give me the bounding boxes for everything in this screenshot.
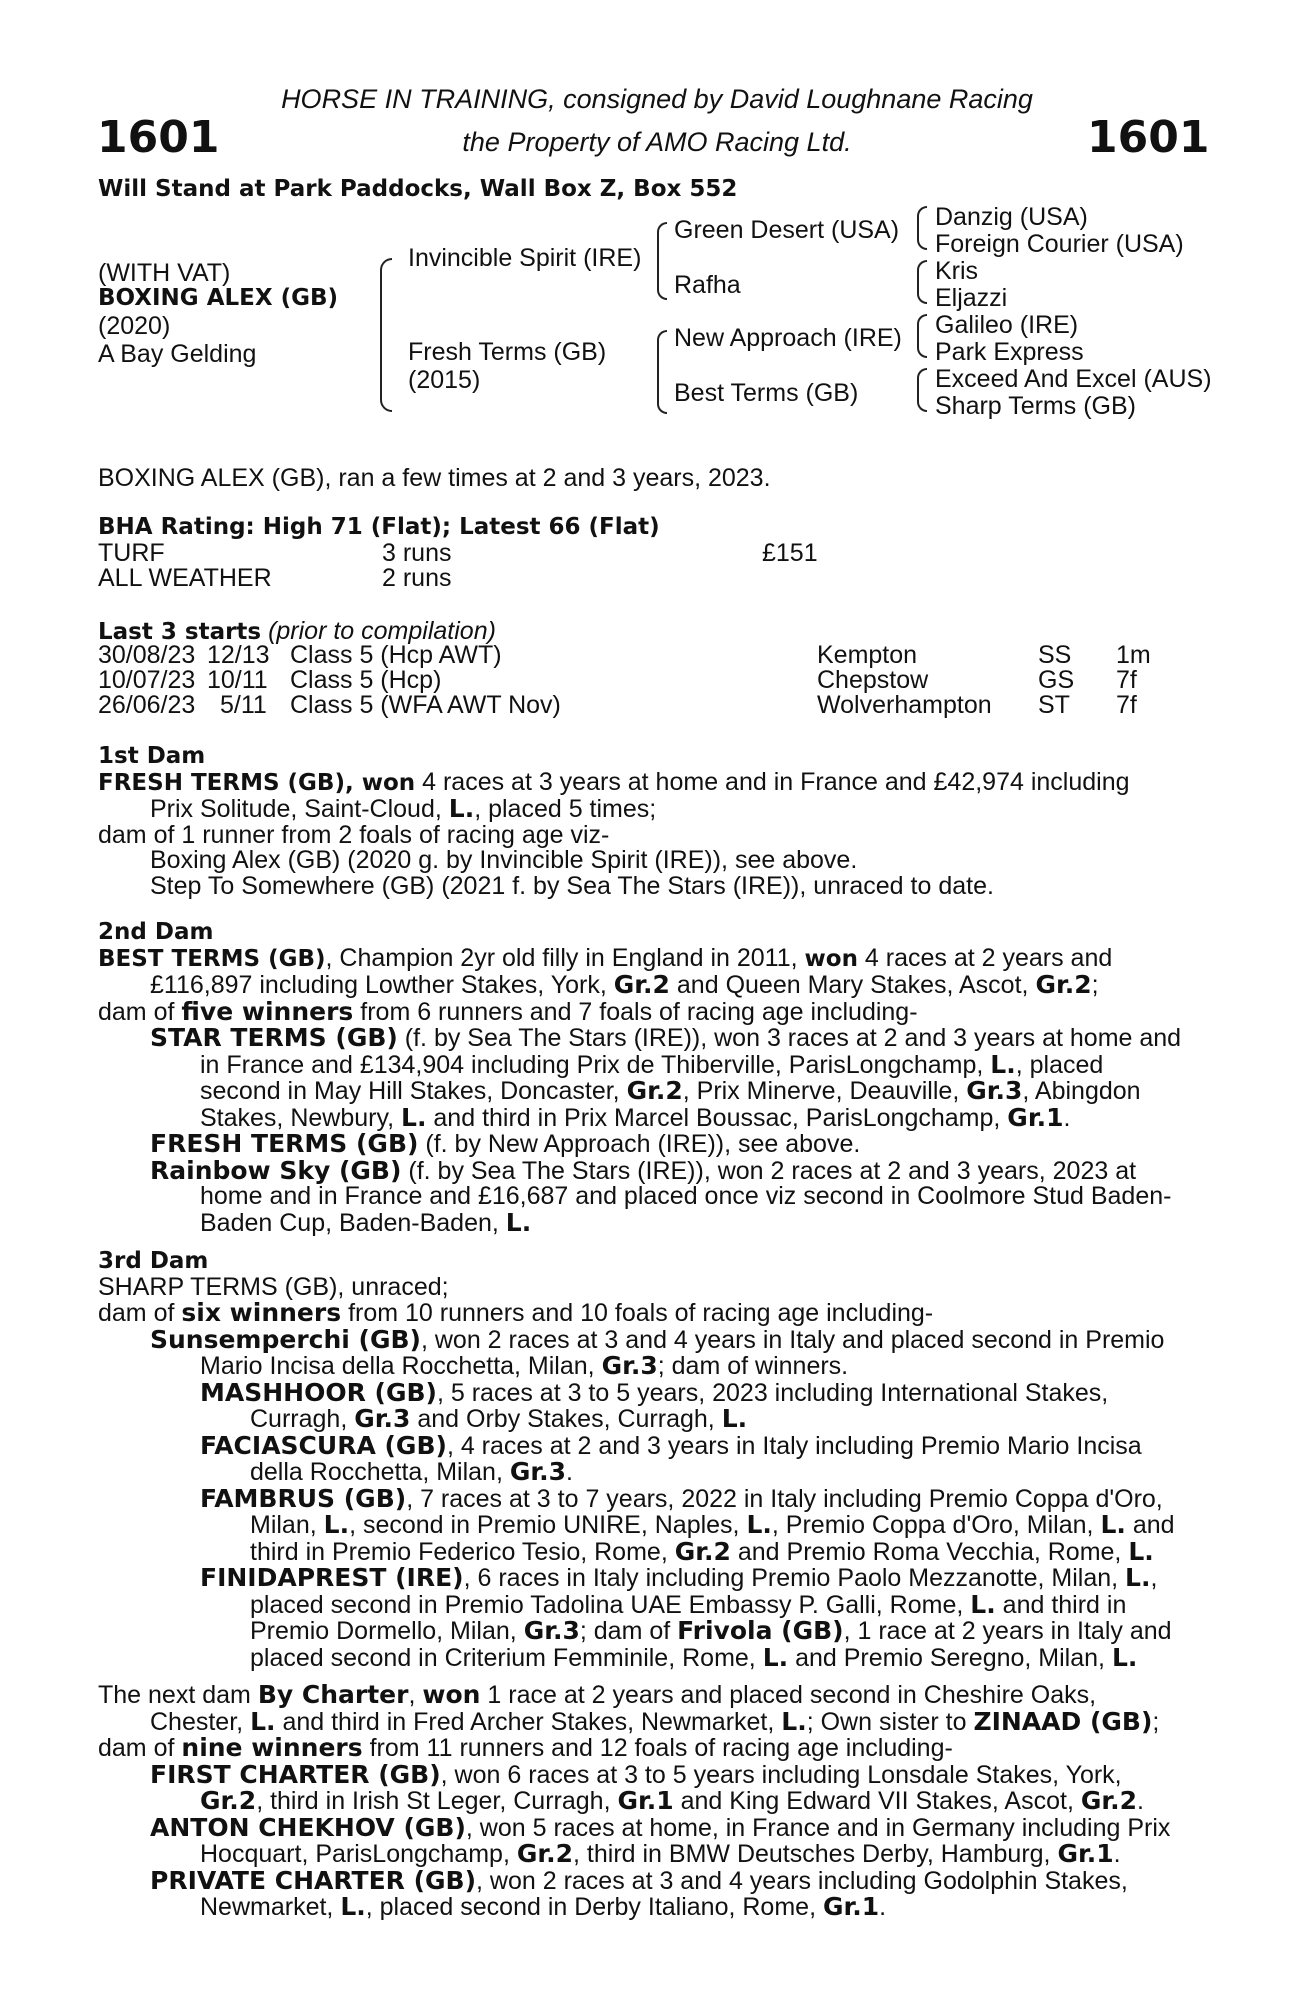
fresh-terms-line: FRESH TERMS (GB) (f. by New Approach (IRE)), see above. <box>150 1129 861 1158</box>
sunsemperchi-line-1: Sunsemperchi (GB), won 2 races at 3 and 4 years in Italy and placed second in Premio <box>150 1324 1165 1354</box>
first-dam-line-1: FRESH TERMS (GB), won 4 races at 3 years at home and in France and £42,974 including <box>98 767 1130 796</box>
start-race-3: Class 5 (WFA AWT Nov) <box>290 691 561 719</box>
finidaprest-line-1: FINIDAPREST (IRE), 6 races in Italy including Premio Paolo Mezzanotte, Milan, L., <box>200 1563 1158 1592</box>
pedigree-dam-sire: New Approach (IRE) <box>674 324 902 352</box>
pedigree-ggp-7: Exceed And Excel (AUS) <box>935 365 1212 393</box>
start-date-3: 26/06/23 <box>98 691 196 719</box>
start-pos-3: 5/11 <box>220 691 267 719</box>
vat-status: (WITH VAT) <box>98 259 231 287</box>
star-terms-line-1: STAR TERMS (GB) (f. by Sea The Stars (IRE)), won 3 races at 2 and 3 years at home and <box>150 1023 1182 1052</box>
start-going-1: SS <box>1038 641 1072 669</box>
start-race-1: Class 5 (Hcp AWT) <box>290 641 502 669</box>
start-course-3: Wolverhampton <box>817 691 992 719</box>
rating-runs-2: 2 runs <box>382 564 452 592</box>
pedigree-sire-dam: Rafha <box>674 271 741 299</box>
pedigree-brace-gs4 <box>917 368 927 412</box>
pedigree-brace-dam <box>657 330 667 414</box>
rainbow-sky-line-2: home and in France and £16,687 and placed once viz second in Coolmore Stud Baden- <box>200 1182 1172 1210</box>
second-dam-line-2: £116,897 including Lowther Stakes, York, Gr.2 and Queen Mary Stakes, Ascot, Gr.2; <box>150 970 1099 999</box>
third-dam-line-1: SHARP TERMS (GB), unraced; <box>98 1272 449 1301</box>
star-terms-line-3: second in May Hill Stakes, Doncaster, Gr.2, Prix Minerve, Deauville, Gr.3, Abingdon <box>200 1076 1141 1105</box>
anton-chekhov-line-2: Hocquart, ParisLongchamp, Gr.2, third in BMW Deutsches Derby, Hamburg, Gr.1. <box>200 1839 1121 1868</box>
finidaprest-line-3: Premio Dormello, Milan, Gr.3; dam of Frivola (GB), 1 race at 2 years in Italy and <box>250 1616 1172 1645</box>
pedigree-brace-main <box>380 258 392 412</box>
start-going-3: ST <box>1038 691 1070 719</box>
first-dam-dam-of: dam of 1 runner from 2 foals of racing age viz- <box>98 820 610 849</box>
next-dam-section <box>98 1682 1206 1921</box>
finidaprest-line-2: placed second in Premio Tadolina UAE Embassy P. Galli, Rome, L. and third in <box>250 1589 1127 1619</box>
finidaprest-line-4: placed second in Criterium Femminile, Rome, L. and Premio Seregno, Milan, L. <box>250 1642 1138 1672</box>
start-dist-3: 7f <box>1116 691 1137 719</box>
faciascura-line-1: FACIASCURA (GB), 4 races at 2 and 3 years in Italy including Premio Mario Incisa <box>200 1430 1142 1460</box>
first-dam-name: FRESH TERMS (GB) <box>98 769 345 796</box>
horse-year: (2020) <box>98 312 171 340</box>
star-terms-line-2: in France and £134,904 including Prix de Thiberville, ParisLongchamp, L., placed <box>200 1049 1104 1079</box>
rating-prize-1: £151 <box>762 539 818 567</box>
third-dam-dam-of: dam of six winners from 10 runners and 10 foals of racing age including- <box>98 1298 934 1327</box>
start-course-2: Chepstow <box>817 666 929 694</box>
pedigree-ggp-6: Park Express <box>935 338 1084 366</box>
race-summary: BOXING ALEX (GB), ran a few times at 2 and 3 years, 2023. <box>98 464 771 492</box>
lot-number-left: 1601 <box>97 112 220 163</box>
pedigree-dam-dam: Best Terms (GB) <box>674 379 859 407</box>
pedigree-dam-year: (2015) <box>408 366 481 394</box>
rainbow-sky-name: Rainbow Sky (GB) <box>150 1155 402 1185</box>
start-pos-1: 12/13 <box>207 641 270 669</box>
first-dam-text-2: Prix Solitude, Saint-Cloud, <box>150 795 442 823</box>
horse-name: BOXING ALEX (GB) <box>98 285 339 311</box>
pedigree-ggp-4: Eljazzi <box>935 284 1008 312</box>
second-dam-section <box>98 920 1206 1236</box>
second-dam-name: BEST TERMS (GB) <box>98 945 326 972</box>
stabling-info: Will Stand at Park Paddocks, Wall Box Z, Box 552 <box>98 176 738 202</box>
listed-label: L. <box>448 794 475 823</box>
start-pos-2: 10/11 <box>207 666 268 694</box>
start-race-2: Class 5 (Hcp) <box>290 666 442 694</box>
lot-number-right: 1601 <box>1087 112 1210 163</box>
pedigree-brace-sire <box>657 222 667 300</box>
next-dam-line-1: The next dam By Charter, won 1 race at 2 years and placed second in Cheshire Oaks, <box>98 1680 1097 1709</box>
first-dam-heading: 1st Dam <box>98 743 206 769</box>
fambrus-line-1: FAMBRUS (GB), 7 races at 3 to 7 years, 2022 in Italy including Premio Coppa d'Oro, <box>200 1483 1163 1513</box>
second-dam-line-1: BEST TERMS (GB), Champion 2yr old filly in England in 2011, won 4 races at 2 years and <box>98 943 1113 972</box>
pedigree-sire: Invincible Spirit (IRE) <box>408 244 642 272</box>
mashhoor-line-1: MASHHOOR (GB), 5 races at 3 to 5 years, 2023 including International Stakes, <box>200 1377 1109 1407</box>
start-date-2: 10/07/23 <box>98 666 196 694</box>
second-dam-heading: 2nd Dam <box>98 919 214 945</box>
fambrus-line-2: Milan, L., second in Premio UNIRE, Naples, L., Premio Coppa d'Oro, Milan, L. and <box>250 1510 1175 1539</box>
rating-runs-1: 3 runs <box>382 539 452 567</box>
last-starts-heading-note: (prior to compilation) <box>268 617 496 645</box>
start-dist-1: 1m <box>1116 641 1151 669</box>
third-dam-heading: 3rd Dam <box>98 1248 209 1274</box>
rating-surface-1: TURF <box>98 539 165 567</box>
next-dam-dam-of: dam of nine winners from 11 runners and 12 foals of racing age including- <box>98 1733 953 1762</box>
first-dam-text-1: 4 races at 3 years at home and in France and £42,974 including <box>422 767 1130 796</box>
next-dam-line-2: Chester, L. and third in Fred Archer Stakes, Newmarket, L.; Own sister to ZINAAD (GB); <box>150 1706 1160 1736</box>
rainbow-sky-line-3: Baden Cup, Baden-Baden, L. <box>200 1207 532 1237</box>
second-dam-dam-of: dam of five winners from 6 runners and 7 foals of racing age including- <box>98 996 918 1026</box>
rainbow-sky-line-1: Rainbow Sky (GB) (f. by Sea The Stars (IRE)), won 2 races at 2 and 3 years, 2023 at <box>150 1155 1137 1185</box>
pedigree-ggp-3: Kris <box>935 257 979 285</box>
fambrus-line-3: third in Premio Federico Tesio, Rome, Gr.2 and Premio Roma Vecchia, Rome, L. <box>250 1536 1154 1566</box>
pedigree-ggp-8: Sharp Terms (GB) <box>935 392 1136 420</box>
start-dist-2: 7f <box>1116 666 1137 694</box>
mashhoor-line-2: Curragh, Gr.3 and Orby Stakes, Curragh, L. <box>250 1404 748 1433</box>
pedigree-brace-gs1 <box>917 206 927 250</box>
horse-description: A Bay Gelding <box>98 340 257 368</box>
first-dam-progeny-1: Boxing Alex (GB) (2020 g. by Invincible Spirit (IRE)), see above. <box>150 846 858 874</box>
first-dam-section <box>98 744 1206 899</box>
bha-rating-heading: BHA Rating: High 71 (Flat); Latest 66 (Flat) <box>98 514 660 540</box>
start-date-1: 30/08/23 <box>98 641 196 669</box>
first-dam-progeny-2: Step To Somewhere (GB) (2021 f. by Sea The Stars (IRE)), unraced to date. <box>150 871 994 900</box>
pedigree-brace-gs2 <box>917 260 927 304</box>
private-charter-line-1: PRIVATE CHARTER (GB), won 2 races at 3 and 4 years including Godolphin Stakes, <box>150 1865 1128 1895</box>
first-dam-won: won <box>361 769 416 796</box>
pedigree-sire-sire: Green Desert (USA) <box>674 216 900 244</box>
faciascura-line-2: della Rocchetta, Milan, Gr.3. <box>250 1457 573 1486</box>
sunsemperchi-line-2: Mario Incisa della Rocchetta, Milan, Gr.3; dam of winners. <box>200 1351 849 1380</box>
pedigree-ggp-2: Foreign Courier (USA) <box>935 230 1184 258</box>
star-terms-name: STAR TERMS (GB) <box>150 1023 398 1052</box>
pedigree-ggp-1: Danzig (USA) <box>935 203 1088 231</box>
first-dam-text-3: , placed 5 times; <box>474 795 657 823</box>
private-charter-line-2: Newmarket, L., placed second in Derby Italiano, Rome, Gr.1. <box>200 1892 887 1921</box>
start-going-2: GS <box>1038 666 1075 694</box>
first-charter-line-1: FIRST CHARTER (GB), won 6 races at 3 to 5 years including Lonsdale Stakes, York, <box>150 1759 1122 1789</box>
pedigree-dam: Fresh Terms (GB) <box>408 338 607 366</box>
first-dam-line-2 <box>98 796 1206 823</box>
start-course-1: Kempton <box>817 641 918 669</box>
star-terms-line-4: Stakes, Newbury, L. and third in Prix Marcel Boussac, ParisLongchamp, Gr.1. <box>200 1102 1071 1132</box>
property-line: the Property of AMO Racing Ltd. <box>462 127 852 157</box>
third-dam-section <box>98 1249 1206 1671</box>
anton-chekhov-line-1: ANTON CHEKHOV (GB), won 5 races at home, in France and in Germany including Prix <box>150 1812 1171 1842</box>
first-charter-line-2: Gr.2, third in Irish St Leger, Curragh, Gr.1 and King Edward VII Stakes, Ascot, Gr.2. <box>200 1786 1144 1815</box>
consignment-line: HORSE IN TRAINING, consigned by David Loughnane Racing <box>281 84 1033 114</box>
last-starts-heading-bold: Last 3 starts <box>98 619 262 645</box>
rating-surface-2: ALL WEATHER <box>98 564 272 592</box>
pedigree-ggp-5: Galileo (IRE) <box>935 311 1079 339</box>
pedigree-brace-gs3 <box>917 314 927 358</box>
